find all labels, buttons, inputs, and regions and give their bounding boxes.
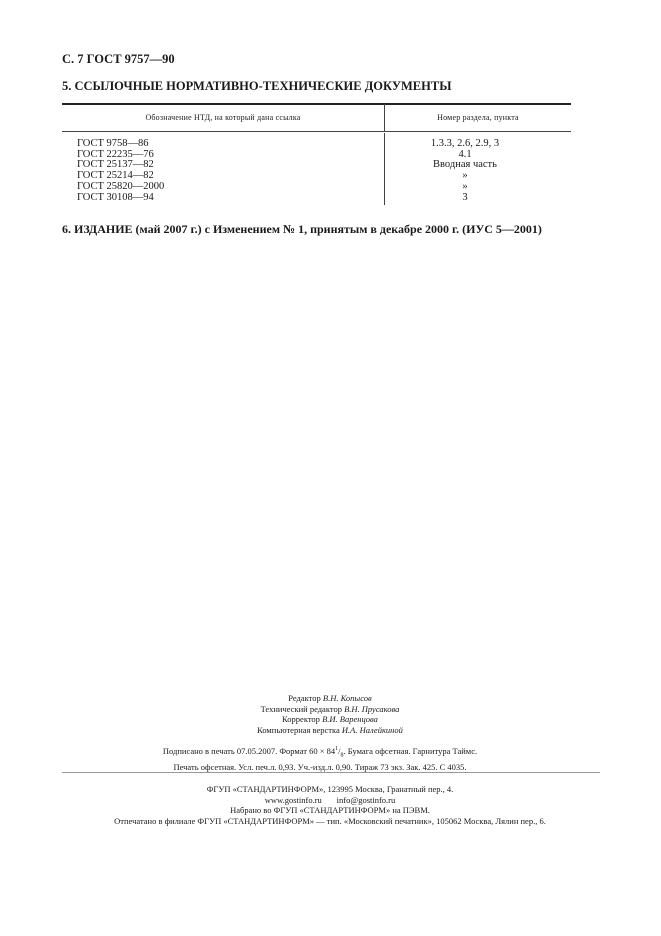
- publisher-email: info@gostinfo.ru: [336, 794, 396, 805]
- table-row-ref: 1.3.3, 2.6, 2.9, 3: [430, 138, 500, 149]
- credit-editor: [180, 693, 480, 704]
- table-doc-column: [77, 139, 164, 203]
- table-row-doc: ГОСТ 9758—86: [77, 138, 149, 149]
- credit-tech-editor: [180, 704, 480, 715]
- credits-block: [180, 693, 480, 735]
- credit-label: Компьютерная верстка: [257, 724, 340, 735]
- table-row-ref: 3: [462, 191, 468, 203]
- print-format-text: Подписано в печать 07.05.2007. Формат 60 × 84: [162, 745, 336, 756]
- publisher-typeset: Набрано во ФГУП «СТАНДАРТИНФОРМ» на ПЭВМ.: [230, 805, 430, 815]
- credit-label: Технический редактор: [260, 703, 342, 714]
- page-header: С. 7 ГОСТ 9757—90: [62, 52, 175, 66]
- print-paper-text: . Бумага офсетная. Гарнитура Таймс.: [343, 745, 478, 756]
- table-col2-header: Номер раздела, пункта: [437, 113, 519, 122]
- print-info-line-2: Печать офсетная. Усл. печ.л. 0,93. Уч.-изд.л. 0,90. Тираж 73 экз. Зак. 425. С 4035.: [173, 762, 467, 773]
- table-row-doc: ГОСТ 30108—94: [77, 191, 154, 203]
- credit-layout: [180, 725, 480, 736]
- credit-name: В.И. Варенцова: [322, 714, 378, 724]
- print-info-line-1: Подписано в печать 07.05.2007. Формат $60 \times 84^1/_8$. Бумага офсетная. Гарнитура Таймс.: [162, 745, 478, 759]
- print-format-numerator: 1: [335, 746, 339, 752]
- publisher-printed: Отпечатано в филиале ФГУП «СТАНДАРТИНФОРМ» — тип. «Московский печатник», 105062 Москва, Лялин пер., 6.: [114, 815, 546, 826]
- table-row-doc: ГОСТ 25137—82: [77, 159, 154, 171]
- table-col1-header: Обозначение НТД, на который дана ссылка: [145, 113, 301, 122]
- credit-label: Редактор: [288, 693, 321, 703]
- credit-label: Корректор: [282, 714, 320, 724]
- table-top-rule: [62, 103, 571, 105]
- credit-name: В.Н. Прусакова: [344, 703, 400, 714]
- table-row-ref: 4.1: [458, 148, 472, 160]
- print-format-denominator: 8: [340, 752, 344, 759]
- section-6-title: 6. ИЗДАНИЕ (май 2007 г.) с Изменением № 1, принятым в декабре 2000 г. (ИУС 5—2001): [62, 222, 542, 236]
- print-info: [100, 744, 540, 774]
- table-header-rule: [62, 131, 571, 132]
- publisher-contacts: [40, 795, 620, 806]
- table-row-doc: ГОСТ 25820—2000: [77, 180, 165, 192]
- table-ref-column: [385, 139, 545, 203]
- bottom-divider: [62, 772, 600, 773]
- publisher-website: www.gostinfo.ru: [264, 794, 322, 805]
- table-row-ref: »: [462, 170, 468, 182]
- publisher-address: ФГУП «СТАНДАРТИНФОРМ», 123995 Москва, Гранатный пер., 4.: [206, 784, 454, 794]
- table-row-doc: ГОСТ 22235—76: [77, 148, 154, 160]
- credit-name: В.Н. Копысов: [322, 693, 372, 703]
- publisher-block: [40, 784, 620, 826]
- table-row-doc: ГОСТ 25214—82: [77, 170, 154, 182]
- table-row-ref: Вводная часть: [433, 159, 497, 171]
- credit-name: И.А. Налейкиной: [341, 724, 403, 735]
- credit-corrector: [180, 714, 480, 725]
- table-row-ref: »: [462, 180, 468, 192]
- section-5-title: 5. ССЫЛОЧНЫЕ НОРМАТИВНО-ТЕХНИЧЕСКИЕ ДОКУМЕНТЫ: [62, 79, 452, 93]
